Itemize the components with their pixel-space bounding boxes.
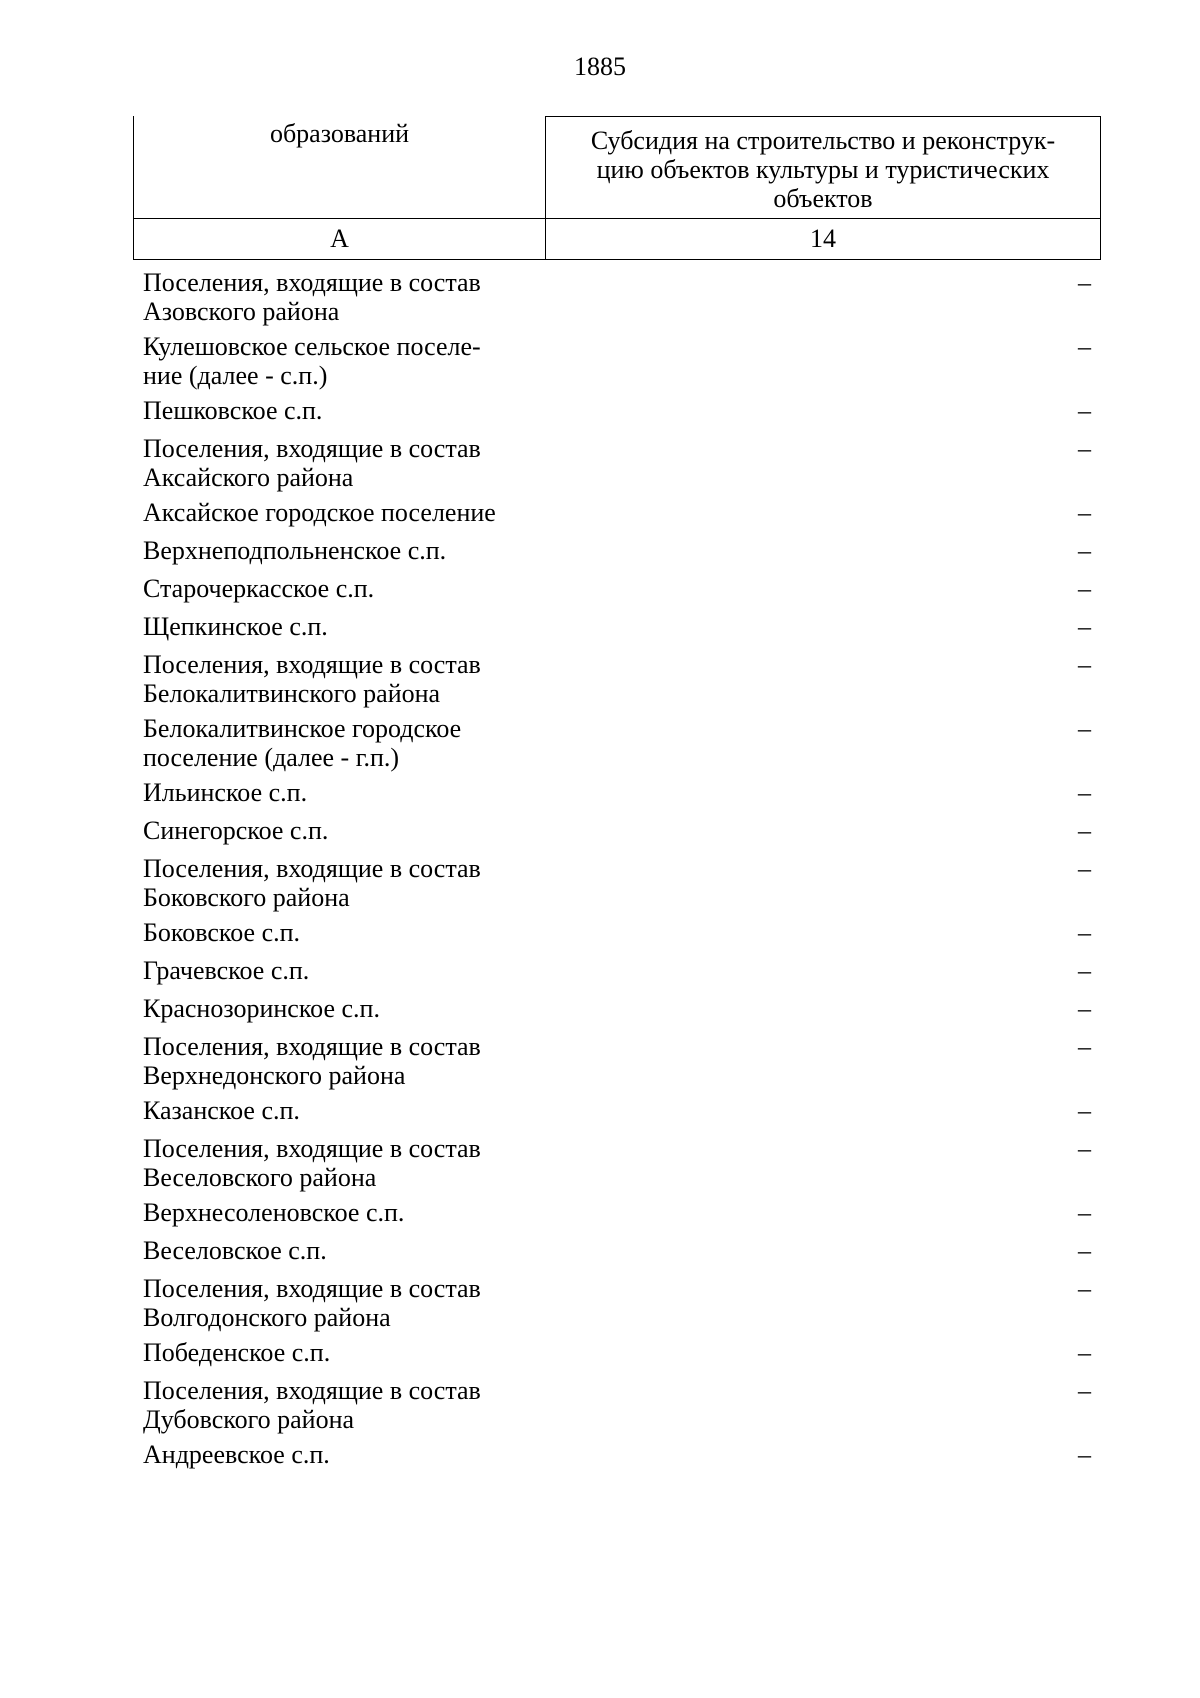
municipality-name (143, 778, 543, 807)
subsidy-value: – (1078, 1096, 1091, 1125)
header-column-subsidy (545, 116, 1101, 218)
header-column-municipalities: образований (133, 116, 545, 218)
municipality-name-line: Грачевское с.п. (143, 956, 310, 985)
subsidy-value: – (1078, 714, 1091, 743)
subsidy-value: – (1078, 994, 1091, 1023)
municipality-name (143, 714, 543, 772)
subsidy-value: – (1078, 574, 1091, 603)
municipality-name (143, 1440, 543, 1469)
municipality-name (143, 650, 543, 708)
municipality-name (143, 994, 543, 1023)
municipality-name (143, 854, 543, 912)
municipality-name-line: Поселения, входящие в состав (143, 650, 481, 679)
municipality-name-line: Верхнесоленовское с.п. (143, 1198, 405, 1227)
subsidy-value: – (1078, 1338, 1091, 1367)
municipality-name-line: Поселения, входящие в состав (143, 854, 481, 883)
municipality-name-line: Щепкинское с.п. (143, 612, 328, 641)
page-number: 1885 (574, 52, 626, 81)
subsidy-value: – (1078, 854, 1091, 883)
subsidy-value: – (1078, 918, 1091, 947)
municipality-name-line: Поселения, входящие в состав (143, 1376, 481, 1405)
municipality-name (143, 1032, 543, 1090)
municipality-name-line: Аксайского района (143, 463, 354, 492)
municipality-name-line: Андреевское с.п. (143, 1440, 330, 1469)
header-subsidy-line: объектов (773, 184, 873, 213)
municipality-name (143, 1338, 543, 1367)
table-header (133, 116, 1101, 253)
municipality-name (143, 1134, 543, 1192)
subsidy-value: – (1078, 434, 1091, 463)
municipality-name (143, 268, 543, 326)
municipality-name-line: Дубовского района (143, 1405, 355, 1434)
municipality-name-line: Поселения, входящие в состав (143, 1134, 481, 1163)
subsidy-value: – (1078, 1198, 1091, 1227)
municipality-name (143, 1376, 543, 1434)
municipality-name-line: Старочеркасское с.п. (143, 574, 375, 603)
subsidy-value: – (1078, 1440, 1091, 1469)
municipality-name-line: Азовского района (143, 297, 340, 326)
municipality-name (143, 816, 543, 845)
municipality-name (143, 574, 543, 603)
municipality-name-line: Белокалитвинского района (143, 679, 441, 708)
header-subsidy-line: цию объектов культуры и туристических (596, 155, 1050, 184)
municipality-name (143, 1096, 543, 1125)
header-title-row (133, 116, 1101, 218)
municipality-name-line: Краснозоринское с.п. (143, 994, 380, 1023)
subsidy-value: – (1078, 956, 1091, 985)
municipality-name (143, 918, 543, 947)
subsidy-value: – (1078, 332, 1091, 361)
municipality-name (143, 434, 543, 492)
header-code-a: А (134, 219, 546, 259)
municipality-name-line: Боковского района (143, 883, 350, 912)
municipality-name (143, 956, 543, 985)
municipality-name-line: Аксайское городское поселение (143, 498, 496, 527)
subsidy-value: – (1078, 778, 1091, 807)
municipality-name-line: Поселения, входящие в состав (143, 1032, 481, 1061)
subsidy-value: – (1078, 268, 1091, 297)
municipality-name-line: Ильинское с.п. (143, 778, 308, 807)
header-code-14: 14 (810, 224, 836, 253)
municipality-name-line: Боковское с.п. (143, 918, 301, 947)
municipality-name (143, 498, 543, 527)
municipality-name (143, 1236, 543, 1265)
municipality-name-line: Белокалитвинское городское (143, 714, 462, 743)
municipality-name-line: Кулешовское сельское поселе- (143, 332, 481, 361)
subsidy-value: – (1078, 1236, 1091, 1265)
municipality-name (143, 612, 543, 641)
subsidy-value: – (1078, 1376, 1091, 1405)
header-subsidy-line: Субсидия на строительство и реконструк- (590, 126, 1056, 155)
header-code-row (133, 218, 1101, 260)
subsidy-value: – (1078, 1134, 1091, 1163)
municipality-name (143, 332, 543, 390)
municipality-name-line: Поселения, входящие в состав (143, 434, 481, 463)
subsidy-value: – (1078, 396, 1091, 425)
municipality-name-line: Волгодонского района (143, 1303, 391, 1332)
municipality-name-line: Поселения, входящие в состав (143, 268, 481, 297)
municipality-name-line: Синегорское с.п. (143, 816, 329, 845)
subsidy-value: – (1078, 650, 1091, 679)
municipality-name-line: Пешковское с.п. (143, 396, 323, 425)
subsidy-value: – (1078, 1274, 1091, 1303)
municipality-name-line: Казанское с.п. (143, 1096, 300, 1125)
subsidy-value: – (1078, 612, 1091, 641)
municipality-name-line: Верхнедонского района (143, 1061, 406, 1090)
municipality-name-line: Веселовское с.п. (143, 1236, 327, 1265)
municipality-name (143, 396, 543, 425)
municipality-name-line: Верхнеподпольненское с.п. (143, 536, 447, 565)
subsidy-value: – (1078, 816, 1091, 845)
municipality-name-line: поселение (далее - г.п.) (143, 743, 400, 772)
subsidy-value: – (1078, 536, 1091, 565)
subsidy-value: – (1078, 1032, 1091, 1061)
municipality-name-line: Поселения, входящие в состав (143, 1274, 481, 1303)
municipality-name (143, 1198, 543, 1227)
municipality-name-line: Веселовского района (143, 1163, 377, 1192)
municipality-name (143, 536, 543, 565)
municipality-name-line: Победенское с.п. (143, 1338, 331, 1367)
subsidy-value: – (1078, 498, 1091, 527)
municipality-name-line: ние (далее - с.п.) (143, 361, 328, 390)
municipality-name (143, 1274, 543, 1332)
